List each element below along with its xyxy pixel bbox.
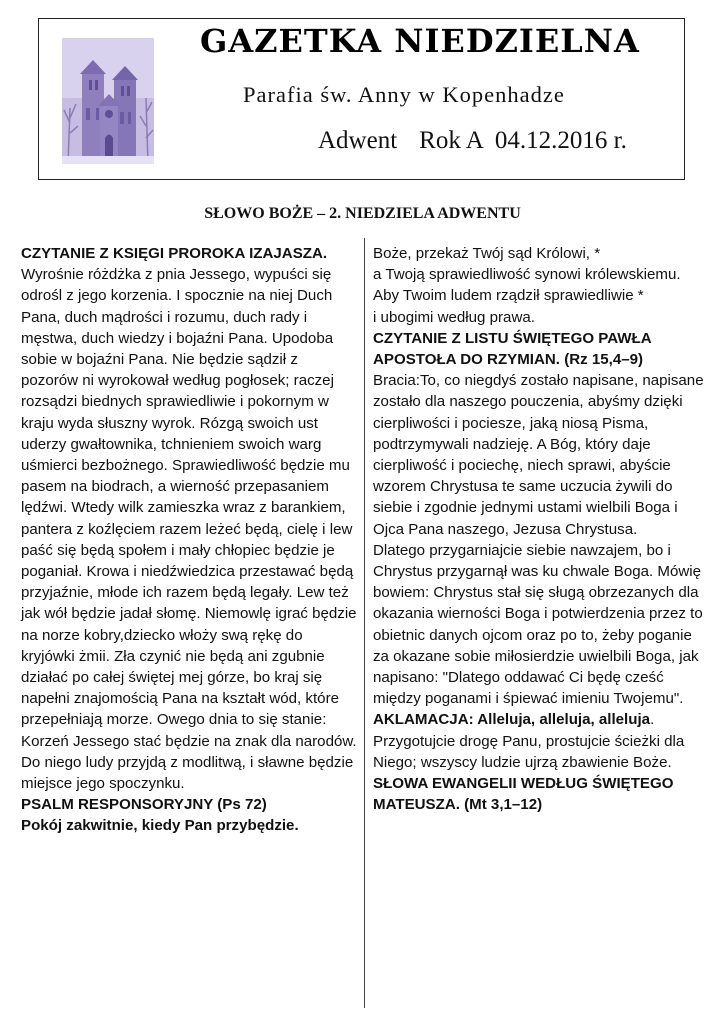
season-label: Adwent <box>318 127 398 154</box>
acclamation-text: Przygotujcie drogę Panu, prostujcie ścieżki dla Niego; wszyscy ludzie ujrzą zbawienie Boże. <box>373 732 685 771</box>
issue-date: Rok A 04.12.2016 r. <box>419 127 627 154</box>
psalm-heading: PSALM RESPONSORYJNY (Ps 72) <box>21 796 267 814</box>
reading2-paragraph-1: Bracia:To, co niegdyś zostało napisane, napisane zostało dla naszego pouczenia, abyśmy dzięki cierpliwości i pociesze, jaką niosą Pisma, podtrzymywali nadzieję. A Bóg, który daje cierpliwość i pociechę, niech sprawi, abyście wzorem Chrystusa te same uczucia żywili do siebie i zgodnie jednymi ustami wielbili Boga i Ojca Pana naszego, Jezusa Chrystusa. <box>373 372 704 538</box>
psalm-line: i ubogimi według prawa. <box>373 308 535 326</box>
psalm-line: a Twoją sprawiedliwość synowi królewskiemu. <box>373 266 681 284</box>
parish-name: Parafia św. Anny w Kopenhadze <box>243 82 565 107</box>
acclamation-heading: AKLAMACJA: Alleluja, alleluja, alleluja <box>373 711 651 729</box>
reading2-paragraph-2: Dlatego przygarniajcie siebie nawzajem, bo i Chrystus przygarnął was ku chwale Boga. Mówię bowiem: Chrystus stał się sługą obrzezanych dla okazania wierności Boga i potwierdzenia przez to obietnic danych ojcom oraz po to, żeby poganie za okazane sobie miłosierdzie uwielbili Boga, jak napisano: "Dlatego oddawać Ci będę cześć między poganami i śpiewać imieniu Twojemu". <box>373 541 703 708</box>
acclamation <box>373 709 709 730</box>
church-photo <box>62 38 154 164</box>
right-column <box>373 243 709 815</box>
acclamation-period: . <box>650 711 655 729</box>
gospel-heading: SŁOWA EWANGELII WEDŁUG ŚWIĘTEGO MATEUSZA. (Mt 3,1–12) <box>373 775 674 814</box>
column-divider <box>364 238 365 1008</box>
section-title: SŁOWO BOŻE – 2. NIEDZIELA ADWENTU <box>204 205 521 222</box>
reading1-heading: CZYTANIE Z KSIĘGI PROROKA IZAJASZA. <box>21 245 328 262</box>
psalm-line: Boże, przekaż Twój sąd Królowi, * <box>373 245 601 262</box>
psalm-refrain: Pokój zakwitnie, kiedy Pan przybędzie. <box>21 817 299 835</box>
reading2-heading: CZYTANIE Z LISTU ŚWIĘTEGO PAWŁA APOSTOŁA DO RZYMIAN. (Rz 15,4–9) <box>373 329 652 369</box>
newsletter-title: GAZETKA NIEDZIELNA <box>200 22 640 60</box>
psalm-line: Aby Twoim ludem rządził sprawiedliwie * <box>373 287 644 305</box>
issue-line <box>318 127 627 155</box>
reading1-text: Wyrośnie różdżka z pnia Jessego, wypuści się odrośl z jego korzenia. I spocznie na niej Duch Pana, duch mądrości i rozumu, duch rady i męstwa, duch wiedzy i bojaźni Pana. Upodoba sobie w bojaźni Pana. Nie będzie sądził z pozorów ni wyrokował według pogłosek; raczej rozsądzi biednych sprawiedliwie i pokornym w kraju wyda słuszny wyrok. Rózgą swoich ust uderzy gwałtownika, tchnieniem swoich warg uśmierci bezbożnego. Sprawiedliwość będzie mu pasem na biodrach, a wierność przepasaniem lędźwi. Wtedy wilk zamieszka wraz z barankiem, pantera z koźlęciem razem leżeć będą, cielę i lew paść się będą społem i mały chłopiec będzie je poganiał. Krowa i niedźwiedzica przestawać będą przyjaźnie, młode ich razem będą legały. Lew też jak wół będzie jadał słomę. Niemowlę igrać będzie na norze kobry,dziecko włoży swą rękę do kryjówki żmii. Zła czynić nie będą ani zgubnie działać po całej świętej mej górze, bo kraj się napełni znajomością Pana na kształt wód, które przepełniają morze. Owego dnia to się stanie: Korzeń Jessego stać będzie na znak dla narodów. Do niego ludy przyjdą z modlitwą, i sławne będzie miejsce jego spoczynku. <box>21 266 357 793</box>
left-column <box>21 243 357 837</box>
